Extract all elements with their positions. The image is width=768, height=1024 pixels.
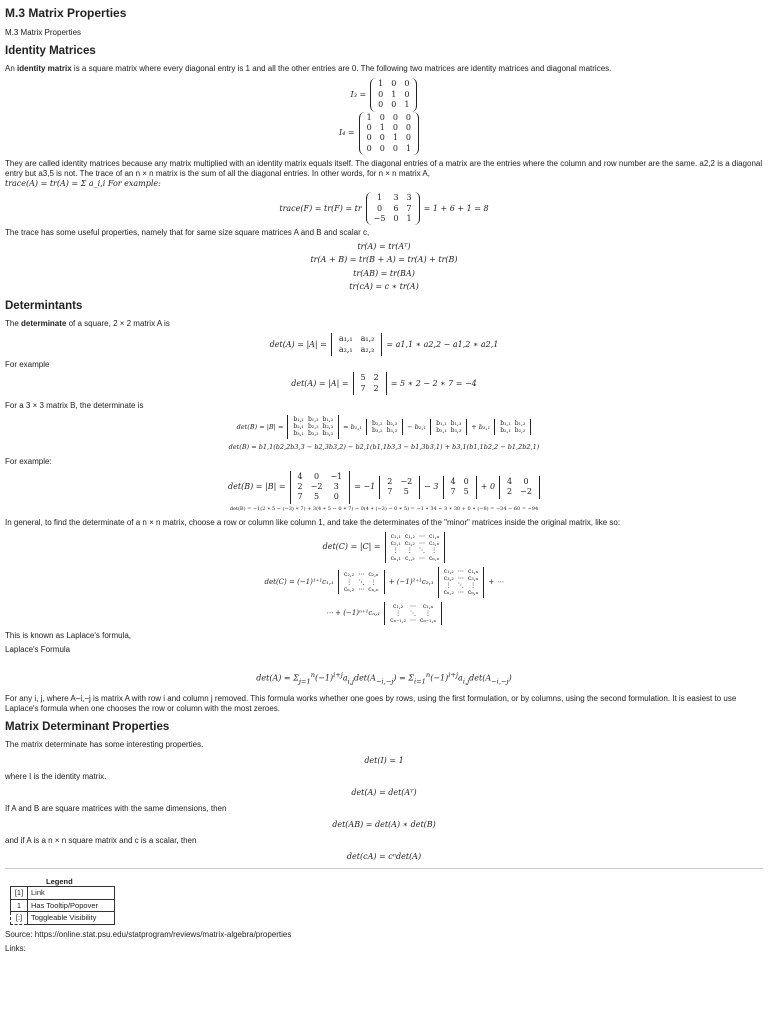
laplace-text-2: Laplace's Formula [5, 645, 71, 655]
identity-intro: An identity matrix is a square matrix where every diagonal entry is 1 and all the other entries are 0. The following two matrices are identity matrices and diagonal matrices. [5, 64, 612, 74]
legend [10, 877, 763, 925]
legend-title: Legend [46, 877, 73, 887]
prop-text-2: If A and B are square matrices with the same dimensions, then [5, 804, 227, 814]
det-2x2-formula: det(A) = |A| = a₁,₁ a₁,₂ a₂,₁ a₂,₂ = a1,1 ∗ a2,2 − a1,2 ∗ a2,1 [5, 333, 763, 356]
det-laplace-last-term: ⋯ + (−1)ⁿ⁺¹cₙ,₁ c₁,₂ ⋯ c₁,ₙ ⋮ ⋱ ⋮ cₙ₋₁,₂ ⋯ cₙ₋₁,ₙ [5, 602, 763, 626]
trace-definition: trace(A) = tr(A) = Σ a_i,i For example: [5, 179, 161, 189]
for-example-label: For example [5, 360, 50, 370]
det-2x2-example: det(A) = |A| = 5 2 7 2 = 5 ∗ 2 − 2 ∗ 7 = −4 [5, 372, 763, 395]
prop-text-1: where I is the identity matrix. [5, 772, 107, 782]
det-laplace-expansion: det(C) = (−1)¹⁺¹c₁,₁ c₂,₂ ⋯ c₂,ₙ ⋮ ⋱ ⋮ cₙ,₂ ⋯ cₙ,ₙ + (−1)²⁺¹c₂,₁ c₁,₂ ⋯ c₁,ₙ c₃,₂ ⋯ c₃,ₙ ⋮ ⋱ ⋮ cₙ,₂ ⋯ cₙ,ₙ + ⋯ [264, 567, 504, 597]
identity-para: They are called identity matrices because any matrix multiplied with an identity matrix equals itself. The diagonal entries of a matrix are the entries where the column and row number are the same. a2,2 is a diagonal entry but a3,5 is not. The trace of an n × n matrix is the sum of all the diagonal entries. In other words, for n × n matrix A, [5, 159, 763, 179]
prop-eq-3: det(AB) = det(A) ∗ det(B) [332, 820, 436, 830]
trace-props: tr(A) = tr(Aᵀ) tr(A + B) = tr(B + A) = tr(A) + tr(B) tr(AB) = tr(BA) tr(cA) = c ∗ tr(A) [310, 242, 458, 291]
source-text: Source: https://online.stat.psu.edu/statprogram/reviews/matrix-algebra/properties [5, 929, 292, 939]
prop-eq-1: det(I) = 1 [364, 756, 404, 766]
toggle-icon: [:] [11, 912, 28, 924]
tooltip-icon: 1 [11, 899, 28, 911]
page-title: M.3 Matrix Properties [5, 6, 127, 20]
det-3x3-formula: det(B) = |B| = b₁,₁ b₁,₂ b₁,₃ b₂,₁ b₂,₂ b₂,₃ b₃,₁ b₃,₂ b₃,₃ = b₁,₁ b₂,₂ b₂,₃ b₃,₂ b₃,₃ − b₂,₁ b₁,₁ b₁,₃ b₃,₁ b₃,₃ + b₃,₁ b₁,₁ b₁,₂ b₂,₁ b₂,₂ [5, 415, 763, 439]
prop-eq-2: det(A) = det(Aᵀ) [351, 788, 417, 798]
det-3x3-expanded: det(B) = b1,1(b2,2b3,3 − b2,3b3,2) − b2,1(b1,1b3,3 − b1,3b3,1) + b3,1(b1,1b2,2 − b1,2b2,1) [228, 442, 540, 451]
subtitle: M.3 Matrix Properties [5, 28, 82, 37]
det-nxn-matrix: det(C) = |C| = c₁,₁ c₁,₂ ⋯ c₁,ₙ c₂,₁ c₂,₂ ⋯ c₂,ₙ ⋮ ⋮ ⋱ ⋮ cₙ,₁ c,,₂ ⋯ cₙ,ₙ [5, 532, 763, 563]
for-example-label-2: For example: [5, 456, 52, 466]
det-3x3-calculation: det(B) = −1(2 ∗ 5 − (−3) ∗ 7) + 3(4 ∗ 5 − 0 ∗ 7) − 0(4 ∗ (−3) − 0 ∗ 5) = −1 ∗ 34 − 3 ∗ 30 + 0 ∗ (−8) = −34 − 60 = −94 [229, 505, 539, 512]
identity-heading: Identity Matrices [5, 45, 96, 57]
links-label: Links: [5, 943, 26, 953]
laplace-formula: $\det(A) = \Sigma_{j=1}^n(-1)^{i+j}a_{i,j}\det(A_{-i,-j}) = \Sigma_{i=1}^n(-1)^{i+j}a_{i,j}\det(A_{-i,-j})$ [256, 671, 512, 686]
properties-intro: The matrix determinate has some interesting properties. [5, 740, 204, 750]
prop-text-3: and if A is a n × n square matrix and c is a scalar, then [5, 836, 197, 846]
det-3x3-example: det(B) = |B| = 4 0 −1 2 −2 3 7 5 0 = −1 2 −2 7 5 − 3 4 0 7 5 + 0 4 0 2 −2 [5, 471, 763, 504]
det-general: In general, to find the determinate of a n × n matrix, choose a row or column like column 1, and take the determinates of the "minor" matrices inside the original matrix, like so: [5, 518, 621, 528]
properties-heading: Matrix Determinant Properties [5, 720, 170, 733]
prop-eq-4: det(cA) = cⁿdet(A) [346, 852, 422, 862]
legend-item-tooltip: 1 Has Tooltip/Popover [11, 899, 115, 911]
divider [5, 868, 763, 869]
trace-example: trace(F) = tr(F) = tr 1 3 3 0 6 7 −5 0 1 = 1 + 6 + 1 = 8 [5, 192, 763, 225]
identity-matrix-4: I₄ = 1 0 0 0 0 1 0 0 0 0 1 0 0 0 0 1 [0, 112, 763, 156]
laplace-explanation: For any i, j, where A−i,−j is matrix A with row i and column j removed. This formula works whether one goes by rows, using the first formulation, or by columns, using the second formulation. It is easiest to use Laplace's formula when one chooses the row or column with the most zeroes. [5, 693, 737, 713]
legend-item-link: [1] Link [11, 887, 115, 899]
det-3x3-intro: For a 3 × 3 matrix B, the determinate is [5, 400, 144, 410]
laplace-text-1: This is known as Laplace's formula, [5, 631, 132, 641]
trace-props-intro: The trace has some useful properties, namely that for same size square matrices A and B and scalar c, [5, 228, 370, 238]
identity-matrix-3: I₃ = 1 0 0 0 1 0 0 0 1 [5, 78, 763, 111]
determinants-heading: Determintants [5, 300, 83, 313]
link-icon: [1] [11, 887, 28, 899]
legend-item-toggle: [:] Toggleable Visibility [11, 912, 115, 924]
det-intro: The determinate of a square, 2 × 2 matrix A is [5, 319, 170, 329]
